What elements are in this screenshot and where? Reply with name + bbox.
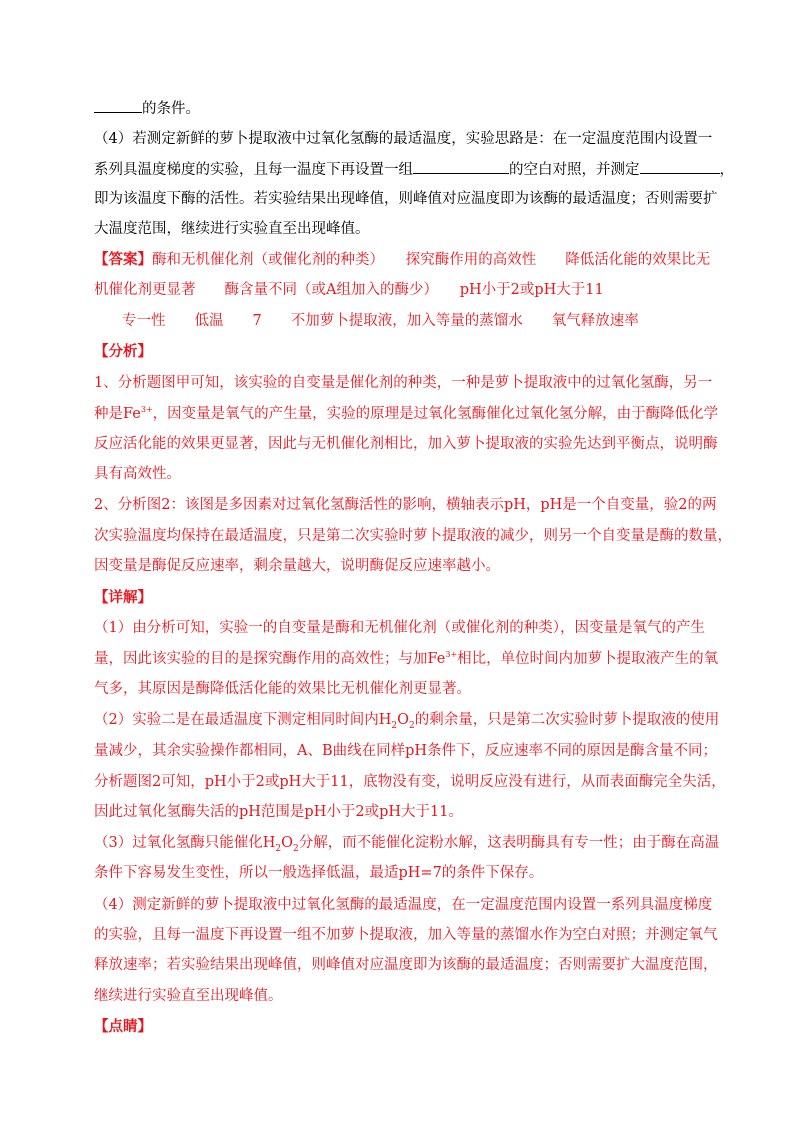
detail-4-line-2: 的实验，且每一温度下再设置一组不加萝卜提取液，加入等量的蒸馏水作为空白对照；并测定氧气: [94, 927, 718, 943]
detail-1-line-3: 气多，其原因是酶降低活化能的效果比无机催化剂更显著。: [94, 681, 471, 697]
detail-3-line-1: （3）过氧化氢酶只能催化$H_2O_2$分解，而不能催化淀粉水解，这表明酶具有专一性；由于酶在高温: [94, 835, 720, 854]
detail-label: 【详解】: [94, 589, 152, 606]
detail-2-line-3: 分析题图2可知，pH小于2或pH大于11，底物没有变，说明反应没有进行，从而表面酶完全失活，: [94, 774, 726, 790]
detail-4-line-1: （4）测定新鲜的萝卜提取液中过氧化氢酶的最适温度，在一定温度范围内设置一系列具温度梯度: [94, 897, 713, 913]
analysis-p1-line-4: 具有高效性。: [94, 466, 181, 482]
analysis-p1-line-3: 反应活化能的效果更显著，因此与无机催化剂相比，加入萝卜提取液的实验先达到平衡点，说明酶: [94, 436, 718, 452]
analysis-p2-line-1: 2、分析图2：该图是多因素对过氧化氢酶活性的影响，横轴表示pH，pH是一个自变量，验2的两: [94, 497, 717, 513]
answer-line-2: 机催化剂更显著 酶含量不同（或A组加入的酶少） pH小于2或pH大于11: [94, 282, 604, 298]
detail-1-line-2: 量，因此该实验的目的是探究酶作用的高效性；与加$Fe^{3+}$相比，单位时间内加萝卜提取液产生的氧: [94, 650, 719, 667]
detail-2-line-1: （2）实验二是在最适温度下测定相同时间内$H_2O_2$的剩余量，只是第二次实验时萝卜提取液的使用: [94, 712, 720, 731]
detail-2-line-2: 量减少，其余实验操作都相同，A、B曲线在同样pH条件下，反应速率不同的原因是酶含量不同；: [94, 743, 718, 759]
question-4-line-1: （4）若测定新鲜的萝卜提取液中过氧化氢酶的最适温度，实验思路是：在一定温度范围内设置一: [94, 131, 713, 147]
analysis-label: 【分析】: [94, 343, 152, 360]
detail-4-line-3: 释放速率；若实验结果出现峰值，则峰值对应温度即为该酶的最适温度；否则需要扩大温度范围，: [94, 957, 718, 973]
question-4-line-4: 大温度范围，继续进行实验直至出现峰值。: [94, 221, 370, 237]
answer-line-3: 专一性 低温 7 不加萝卜提取液，加入等量的蒸馏水 氧气释放速率: [122, 313, 639, 329]
question-4-line-3: 即为该温度下酶的活性。若实验结果出现峰值，则峰值对应温度即为该酶的最适温度；否则需要扩: [94, 191, 718, 207]
detail-4-line-4: 继续进行实验直至出现峰值。: [94, 988, 283, 1004]
answer-label: 【答案】: [94, 251, 152, 268]
answer-line-1: 【答案】酶和无机催化剂（或催化剂的种类） 探究酶作用的高效性 降低活化能的效果比无: [94, 251, 711, 268]
answer-blank: [640, 159, 720, 174]
analysis-p2-line-2: 次实验温度均保持在最适温度，只是第二次实验时萝卜提取液的减少，则另一个自变量是酶的数量，: [94, 528, 732, 544]
question-line: 的条件。: [94, 98, 200, 119]
detail-2-line-4: 因此过氧化氢酶失活的pH范围是pH小于2或pH大于11。: [94, 804, 463, 820]
answer-blank: [94, 98, 142, 113]
question-4-line-2: 系列具温度梯度的实验，且每一温度下再设置一组 的空白对照，并测定 ，: [94, 159, 734, 180]
analysis-p1-line-1: 1、分析题图甲可知，该实验的自变量是催化剂的种类，一种是萝卜提取液中的过氧化氢酶，另一: [94, 375, 713, 391]
detail-3-line-2: 条件下容易发生变性，所以一般选择低温，最适pH=7的条件下保存。: [94, 865, 544, 881]
answer-blank: [413, 159, 509, 174]
comment-label: 【点睛】: [94, 1018, 152, 1035]
analysis-p1-line-2: 种是$Fe^{3+}$，因变量是氧气的产生量，实验的原理是过氧化氢酶催化过氧化氢分解，由于酶降低化学: [94, 405, 719, 422]
detail-1-line-1: （1）由分析可知，实验一的自变量是酶和无机催化剂（或催化剂的种类），因变量是氧气的产生: [94, 620, 705, 636]
analysis-p2-line-3: 因变量是酶促反应速率，剩余量越大，说明酶促反应速率越小。: [94, 558, 500, 574]
